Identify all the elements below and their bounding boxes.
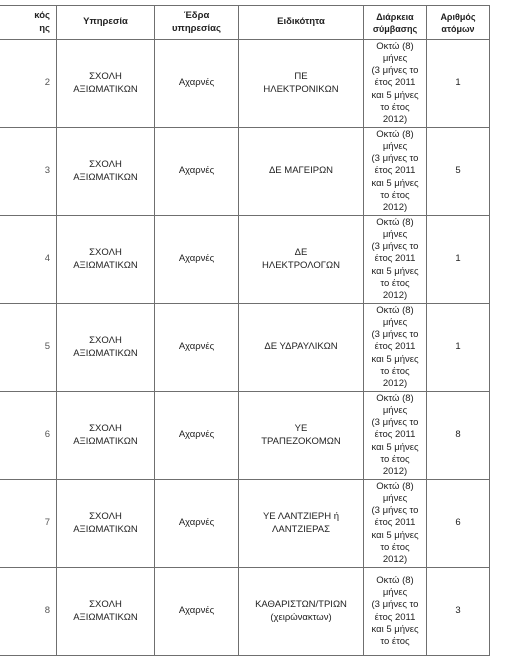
row-specialty-cell: ΔΕ ΗΛΕΚΤΡΟΛΟΓΩΝ <box>239 216 364 304</box>
row-count-cell: 8 <box>427 392 490 480</box>
row-seat-cell: Αχαρνές <box>155 216 239 304</box>
row-specialty-cell: ΥΕ ΛΑΝΤΖΙΕΡΗ ή ΛΑΝΤΖΙΕΡΑΣ <box>239 480 364 568</box>
row-service-cell: ΣΧΟΛΗ ΑΞΙΩΜΑΤΙΚΩΝ <box>57 216 155 304</box>
table-row <box>0 128 490 216</box>
header-code: κός ης <box>0 6 57 40</box>
table-row <box>0 304 490 392</box>
row-service-cell: ΣΧΟΛΗ ΑΞΙΩΜΑΤΙΚΩΝ <box>57 568 155 656</box>
row-code-cell: 8 <box>0 568 57 656</box>
row-code-cell: 6 <box>0 392 57 480</box>
header-seat: Έδρα υπηρεσίας <box>155 6 239 40</box>
row-duration-cell: Οκτώ (8) μήνες (3 μήνες το έτος 2011 και 5 μήνες το έτος 2012) <box>364 128 427 216</box>
row-seat-cell: Αχαρνές <box>155 304 239 392</box>
row-duration-cell: Οκτώ (8) μήνες (3 μήνες το έτος 2011 και 5 μήνες το έτος 2012) <box>364 304 427 392</box>
row-duration-cell: Οκτώ (8) μήνες (3 μήνες το έτος 2011 και 5 μήνες το έτος 2012) <box>364 392 427 480</box>
table-row <box>0 40 490 128</box>
row-duration-cell: Οκτώ (8) μήνες (3 μήνες το έτος 2011 και 5 μήνες το έτος 2012) <box>364 216 427 304</box>
row-code-cell: 4 <box>0 216 57 304</box>
row-service-cell: ΣΧΟΛΗ ΑΞΙΩΜΑΤΙΚΩΝ <box>57 480 155 568</box>
table-row <box>0 392 490 480</box>
row-specialty-cell: ΠΕ ΗΛΕΚΤΡΟΝΙΚΩΝ <box>239 40 364 128</box>
row-specialty-cell: ΔΕ ΜΑΓΕΙΡΩΝ <box>239 128 364 216</box>
row-duration-cell: Οκτώ (8) μήνες (3 μήνες το έτος 2011 και 5 μήνες το έτος 2012) <box>364 480 427 568</box>
row-duration-cell: Οκτώ (8) μήνες (3 μήνες το έτος 2011 και 5 μήνες το έτος 2012) <box>364 40 427 128</box>
row-count-cell: 3 <box>427 568 490 656</box>
row-seat-cell: Αχαρνές <box>155 480 239 568</box>
table-row <box>0 216 490 304</box>
row-service-cell: ΣΧΟΛΗ ΑΞΙΩΜΑΤΙΚΩΝ <box>57 40 155 128</box>
row-count-cell: 1 <box>427 216 490 304</box>
row-seat-cell: Αχαρνές <box>155 392 239 480</box>
row-service-cell: ΣΧΟΛΗ ΑΞΙΩΜΑΤΙΚΩΝ <box>57 392 155 480</box>
row-duration-cell: Οκτώ (8) μήνες (3 μήνες το έτος 2011 και 5 μήνες το έτος <box>364 568 427 656</box>
row-specialty-cell: ΔΕ ΥΔΡΑΥΛΙΚΩΝ <box>239 304 364 392</box>
header-service: Υπηρεσία <box>57 6 155 40</box>
row-code-cell: 2 <box>0 40 57 128</box>
positions-table <box>0 5 490 656</box>
header-count: Αριθμός ατόμων <box>427 6 490 40</box>
row-count-cell: 5 <box>427 128 490 216</box>
row-seat-cell: Αχαρνές <box>155 128 239 216</box>
row-service-cell: ΣΧΟΛΗ ΑΞΙΩΜΑΤΙΚΩΝ <box>57 304 155 392</box>
row-count-cell: 1 <box>427 40 490 128</box>
row-count-cell: 6 <box>427 480 490 568</box>
table-row <box>0 568 490 656</box>
header-specialty: Ειδικότητα <box>239 6 364 40</box>
row-code-cell: 7 <box>0 480 57 568</box>
header-duration: Διάρκεια σύμβασης <box>364 6 427 40</box>
row-count-cell: 1 <box>427 304 490 392</box>
row-specialty-cell: ΚΑΘΑΡΙΣΤΩΝ/ΤΡΙΩΝ (χειρώνακτων) <box>239 568 364 656</box>
table-header-row <box>0 6 490 40</box>
row-code-cell: 5 <box>0 304 57 392</box>
row-seat-cell: Αχαρνές <box>155 40 239 128</box>
table-row <box>0 480 490 568</box>
row-specialty-cell: ΥΕ ΤΡΑΠΕΖΟΚΟΜΩΝ <box>239 392 364 480</box>
row-seat-cell: Αχαρνές <box>155 568 239 656</box>
row-code-cell: 3 <box>0 128 57 216</box>
row-service-cell: ΣΧΟΛΗ ΑΞΙΩΜΑΤΙΚΩΝ <box>57 128 155 216</box>
